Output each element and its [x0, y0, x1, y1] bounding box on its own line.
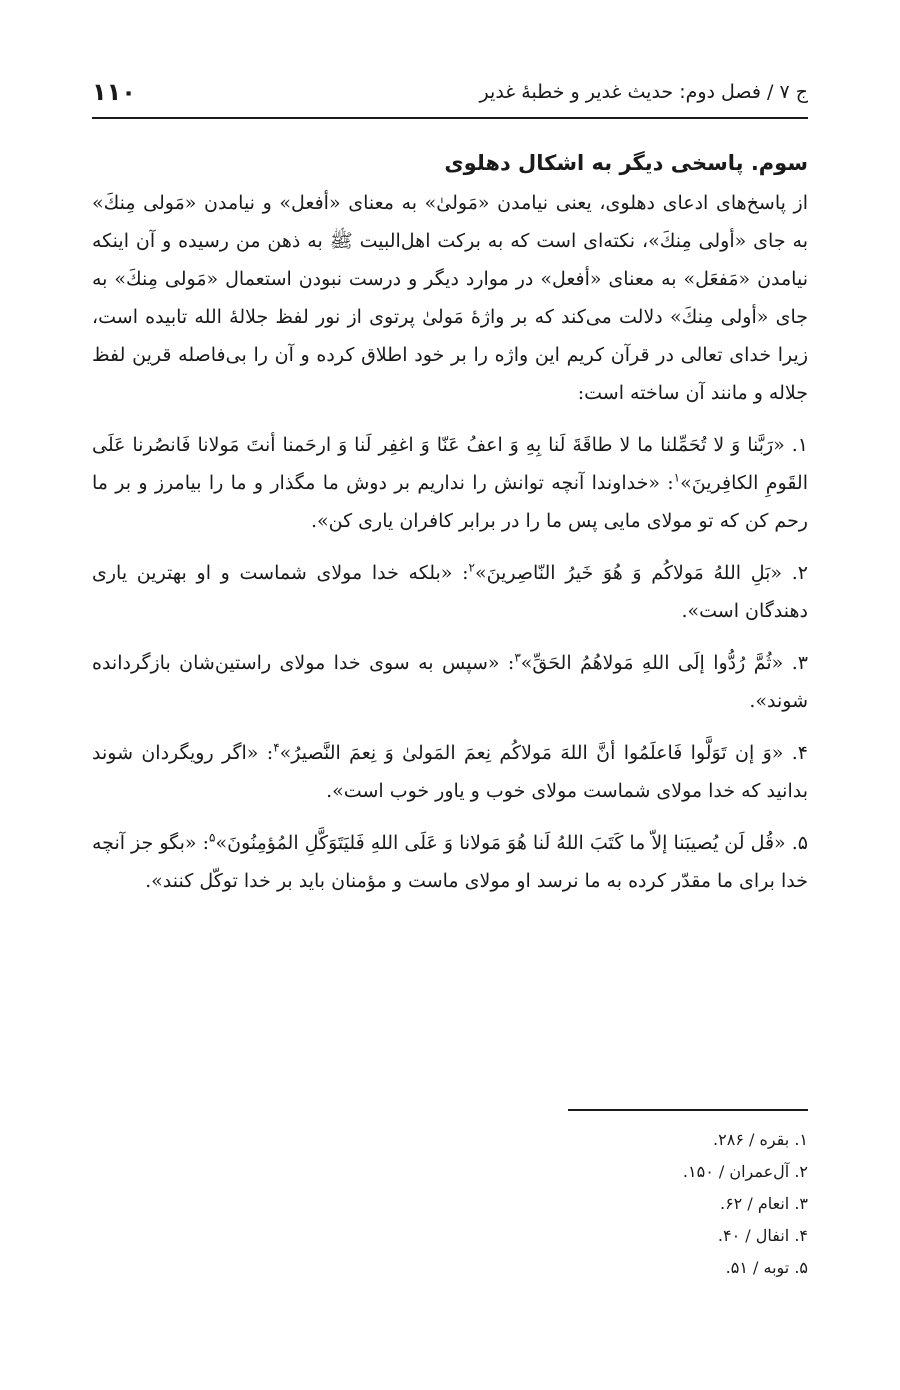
- verse-quote: «ثُمَّ رُدُّوا إلَى اللهِ مَولاهُمُ الحَقِّ»: [520, 652, 784, 674]
- verse-quote: «قُل لَن يُصيبَنا إلاّ ما كَتَبَ اللهُ لَنا هُوَ مَولانا وَ عَلَى اللهِ فَليَتَوَكَّلِ المُؤمِنُونَ»: [215, 832, 786, 854]
- item-number: ٢.: [791, 562, 808, 584]
- main-content: [92, 142, 808, 914]
- footnote-rule: [568, 1109, 808, 1111]
- footnote-ref: ۵: [209, 830, 216, 845]
- footnotes: [92, 1124, 808, 1284]
- intro-paragraph: از پاسخ‌های ادعای دهلوی، یعنی نیامدن «مَولیٰ» به معنای «أفعل» و نیامدن «مَولی مِنكَ» به جای «أولی مِنكَ»، نکته‌ای است که به برکت اهل‌البیت ﷺ به ذهن من رسیده و آن اینکه نیامدن «مَفعَل» به معنای «أفعل» در موارد دیگر و درست نبودن استعمال «مَولی مِنكَ» به جای «أولی مِنكَ» دلالت می‌کند که بر واژهٔ مَولیٰ پرتوی از نور لفظ جلالهٔ الله تابیده است، زیرا خدای تعالی در قرآن کریم این واژه را بر خود اطلاق کرده و آن را بی‌فاصله قرین لفظ جلاله و مانند آن ساخته است:: [92, 192, 808, 404]
- footnote-ref: ۴: [273, 740, 280, 755]
- footnote: ٢. آل‌عمران / ١۵٠.: [682, 1162, 808, 1181]
- verse-translation: : «بگو جز آنچه خدا برای ما مقدّر کرده به ما نرسد او مولای ماست و مؤمنان باید بر خدا توکّل کنند».: [92, 832, 808, 892]
- page-number: ١١٠: [92, 78, 136, 106]
- verse-item-4: [92, 734, 808, 810]
- footnote-ref: ١: [673, 470, 681, 485]
- header-rule: [92, 117, 808, 119]
- verse-translation: : «خداوندا آنچه توانش را نداریم بر دوش ما مگذار و ما را بیامرز و بر ما رحم کن که تو مولای مایی پس ما را در برابر کافران یاری کن».: [92, 472, 808, 532]
- verse-translation: : «اگر رویگردان شوند بدانید که خدا مولای شماست مولای خوب و یاور خوب است».: [92, 742, 808, 802]
- footnote: ٣. انعام / ۶٢.: [719, 1194, 808, 1213]
- footnote-ref: ٣: [514, 650, 521, 665]
- verse-quote: «بَلِ اللهُ مَولاكُم وَ هُوَ خَيرُ النّاصِرينَ»: [474, 562, 783, 584]
- verse-translation: : «بلکه خدا مولای شماست و او بهترین یاری دهندگان است».: [92, 562, 808, 622]
- running-title: ج ٧ / فصل دوم: حدیث غدیر و خطبهٔ غدیر: [479, 81, 808, 103]
- footnote: ١. بقره / ٢٨۶.: [713, 1130, 808, 1149]
- verse-quote: «رَبَّنا وَ لا تُحَمِّلنا ما لا طاقَةَ لَنا بِهِ وَ اعفُ عَنّا وَ اغفِر لَنا وَ ارحَمنا أنتَ مَولانا فَانصُرنا عَلَى القَومِ الكافِرينَ»: [92, 434, 808, 494]
- item-number: ١.: [791, 434, 808, 456]
- verse-quote: «وَ إن تَوَلَّوا فَاعلَمُوا أنَّ اللهَ مَولاكُم نِعمَ المَولىٰ وَ نِعمَ النَّصيرُ»: [279, 742, 784, 764]
- verse-item-3: [92, 644, 808, 720]
- section-heading: سوم. پاسخی دیگر به اشکال دهلوی: [444, 151, 808, 175]
- verse-translation: : «سپس به سوی خدا مولای راستین‌شان بازگردانده شوند».: [92, 652, 808, 712]
- footnote: ۴. انفال / ۴٠.: [717, 1226, 808, 1245]
- verse-item-1: [92, 426, 808, 540]
- item-number: ۵.: [791, 832, 808, 854]
- footnote: ۵. توبه / ۵١.: [725, 1258, 808, 1277]
- book-page: [92, 0, 808, 1390]
- footnote-ref: ٢: [468, 560, 475, 575]
- page-header: [92, 72, 808, 112]
- item-number: ٣.: [791, 652, 808, 674]
- verse-item-2: [92, 554, 808, 630]
- item-number: ۴.: [791, 742, 809, 764]
- verse-item-5: [92, 824, 808, 900]
